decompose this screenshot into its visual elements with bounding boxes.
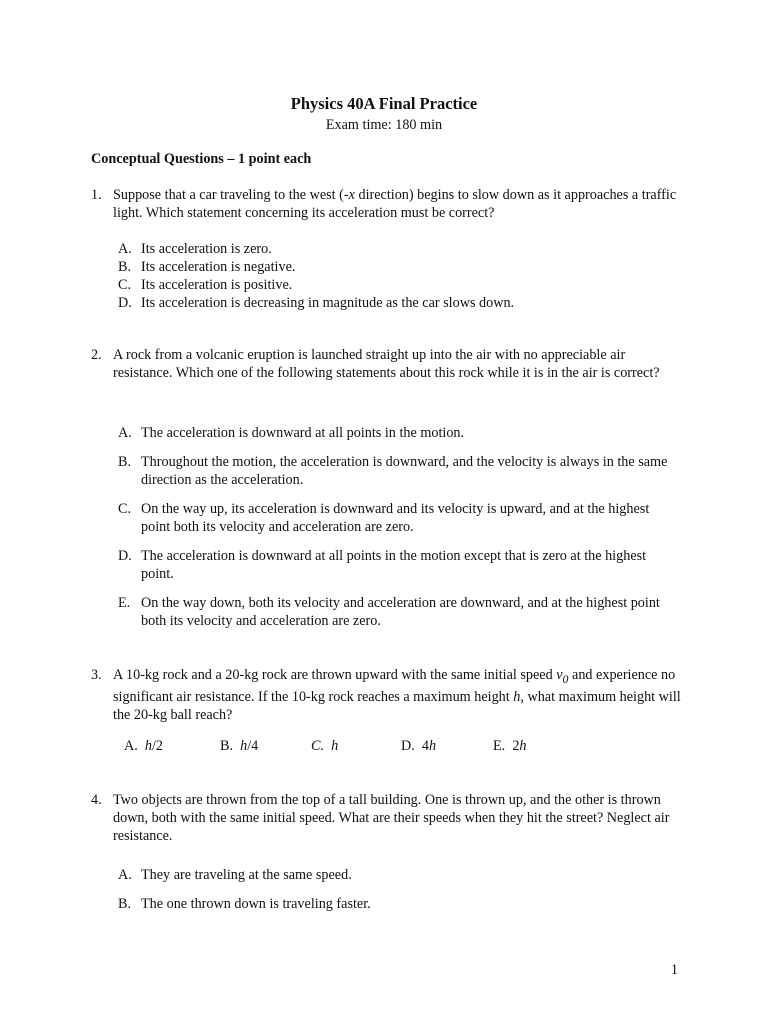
- option-d: [401, 737, 436, 755]
- option-letter: C.: [311, 738, 325, 754]
- option-text: Throughout the motion, the acceleration is downward, and the velocity is always in the same direction as the acceleration.: [141, 454, 668, 488]
- option-e: [493, 737, 527, 755]
- question-text: [113, 666, 681, 724]
- option-letter: A.: [124, 738, 138, 754]
- question-number: 3.: [91, 667, 102, 683]
- question-number: 1.: [91, 187, 102, 203]
- option-text: On the way down, both its velocity and acceleration are downward, and at the highest point both its velocity and acceleration are zero.: [141, 595, 660, 629]
- option-a: [118, 424, 678, 442]
- option-c: [118, 276, 678, 294]
- option-letter: A.: [118, 425, 132, 441]
- question-text: Two objects are thrown from the top of a tall building. One is thrown up, and the other is thrown down, both with the same initial speed. What are their speeds when they hit the street? Neglect air resistance.: [113, 792, 670, 844]
- option-letter: D.: [118, 548, 132, 564]
- question-4: [91, 791, 681, 845]
- question-1-options: [118, 240, 678, 312]
- option-b: [118, 453, 678, 489]
- option-letter: C.: [118, 277, 132, 293]
- option-b: [118, 258, 678, 276]
- option-text: They are traveling at the same speed.: [141, 867, 352, 883]
- question-text: [113, 186, 681, 222]
- question-4-options: [118, 866, 678, 913]
- question-text: A rock from a volcanic eruption is launched straight up into the air with no appreciable air resistance. Which one of the following statements about this rock while it is in the air is correct?: [113, 347, 660, 381]
- option-variable: h: [240, 738, 248, 754]
- option-text: The acceleration is downward at all points in the motion except that is zero at the highest point.: [141, 548, 647, 582]
- option-letter: B.: [118, 454, 132, 470]
- option-letter: A.: [118, 867, 132, 883]
- question-text-part: A 10-kg rock and a 20-kg rock are thrown upward with the same initial speed: [113, 667, 557, 683]
- section-heading: Conceptual Questions – 1 point each: [91, 151, 312, 167]
- option-letter: E.: [493, 738, 506, 754]
- question-text-part: direction) begins to slow down as it approaches a traffic light. Which statement concerning its acceleration must be correct?: [113, 187, 677, 221]
- option-a: [118, 866, 678, 884]
- option-b: [118, 895, 678, 913]
- option-text: Its acceleration is positive.: [141, 277, 293, 293]
- option-letter: D.: [401, 738, 415, 754]
- question-3-options: [124, 737, 644, 755]
- option-text: Its acceleration is negative.: [141, 259, 296, 275]
- option-suffix: /2: [151, 738, 164, 754]
- option-text: Its acceleration is decreasing in magnitude as the car slows down.: [141, 295, 515, 311]
- question-1: [91, 186, 681, 222]
- option-prefix: 4: [421, 738, 429, 754]
- option-a: [124, 737, 163, 755]
- question-text-part: Suppose that a car traveling to the west (-: [113, 187, 349, 203]
- option-d: [118, 294, 678, 312]
- option-letter: B.: [118, 259, 132, 275]
- option-letter: C.: [118, 501, 132, 517]
- question-2-options: [118, 424, 678, 630]
- option-c: [118, 500, 678, 536]
- exam-time: Exam time: 180 min: [325, 117, 443, 133]
- option-letter: D.: [118, 295, 132, 311]
- question-text-part: , what maximum height will the 20-kg ball reach?: [113, 688, 681, 723]
- option-variable: h: [428, 738, 437, 754]
- option-letter: B.: [118, 896, 132, 912]
- page-title: Physics 40A Final Practice: [290, 94, 478, 113]
- option-suffix: /4: [247, 738, 259, 754]
- option-letter: B.: [220, 738, 234, 754]
- option-d: [118, 547, 678, 583]
- option-text: The acceleration is downward at all points in the motion.: [141, 425, 465, 441]
- question-text-variable: x: [348, 187, 355, 203]
- question-text-variable: v: [556, 667, 563, 683]
- question-2: [91, 346, 681, 382]
- option-variable: h: [144, 738, 152, 754]
- option-text: Its acceleration is zero.: [141, 241, 272, 257]
- option-variable: h: [519, 738, 527, 754]
- option-variable: h: [331, 738, 339, 754]
- option-prefix: 2: [512, 738, 520, 754]
- question-number: 4.: [91, 792, 102, 808]
- page-number: 1: [670, 962, 678, 978]
- question-text-variable: h: [513, 688, 521, 705]
- question-text-part: and experience no significant air resistance. If the 10-kg rock reaches a maximum height: [113, 667, 676, 705]
- question-text-subscript: 0: [562, 671, 569, 686]
- option-e: [118, 594, 678, 630]
- option-c: [311, 737, 338, 755]
- option-letter: E.: [118, 595, 131, 611]
- option-text: On the way up, its acceleration is downward and its velocity is upward, and at the highest point both its velocity and acceleration are zero.: [141, 501, 650, 535]
- option-text: The one thrown down is traveling faster.: [141, 896, 371, 912]
- option-b: [220, 737, 258, 755]
- option-a: [118, 240, 678, 258]
- question-3: [91, 666, 681, 724]
- option-letter: A.: [118, 241, 132, 257]
- question-number: 2.: [91, 347, 102, 363]
